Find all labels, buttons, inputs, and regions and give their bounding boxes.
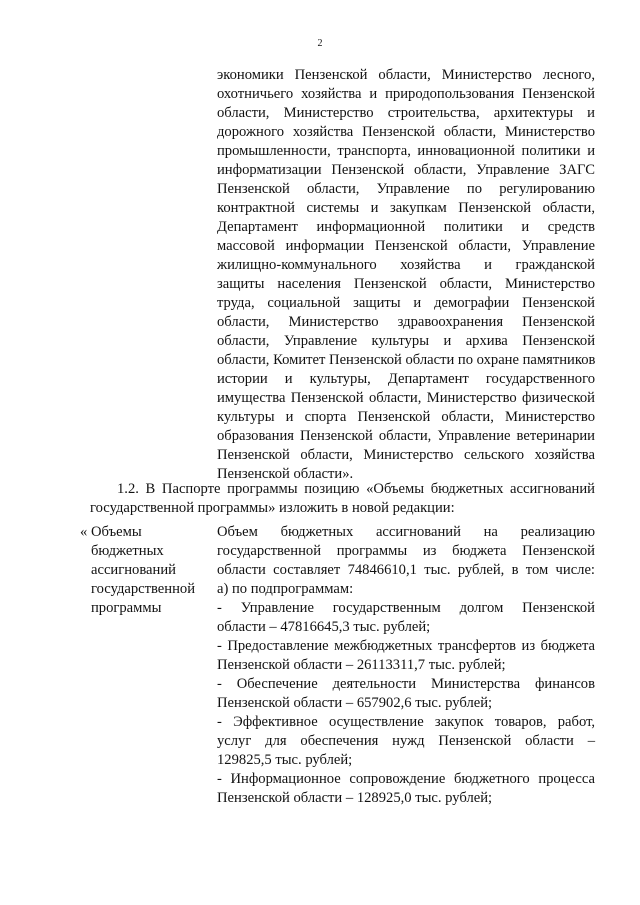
text-line: имущества Пензенской области, Министерство физической [217,390,595,406]
subprogram-line: Пензенской области – 26113311,7 тыс. рублей; [217,657,506,673]
text-line: промышленности, транспорта, инновационной политики и [217,143,595,159]
subprogram-line: услуг для обеспечения нужд Пензенской области – [217,733,595,749]
text-line: экономики Пензенской области, Министерство лесного, [217,67,595,83]
subprogram-line: 129825,5 тыс. рублей; [217,752,353,768]
text-line: истории и культуры, Департамент государственного [217,371,595,387]
subprogram-line: Пензенской области – 128925,0 тыс. рублей; [217,790,493,806]
position-title-cell [91,523,209,618]
position-value-cell [217,523,595,808]
text-line: контрактной системы и закупкам Пензенской области, [217,200,595,216]
subprogram-line: области – 47816645,3 тыс. рублей; [217,619,431,635]
subprogram-line: - Информационное сопровождение бюджетного процесса [217,771,595,787]
subprogram-item [217,770,595,808]
subprogram-item [217,675,595,713]
text-line: Пензенской области». [217,466,354,482]
text-line: труда, социальной защиты и демографии Пензенской [217,295,595,311]
page-number: 2 [317,38,323,49]
subprogram-line: - Предоставление межбюджетных трансфертов из бюджета [217,638,595,654]
subprogram-line: - Обеспечение деятельности Министерства финансов [217,676,595,692]
text-line: области, Комитет Пензенской области по охране памятников [217,352,596,368]
value-line: Объем бюджетных ассигнований на реализацию [217,524,595,540]
text-line: образования Пензенской области, Управление ветеринарии [217,428,595,444]
value-line: области составляет 74846610,1 тыс. рублей, в том числе: [217,562,595,578]
text-line: Пензенской области, Министерство сельского хозяйства [217,447,595,463]
amendment-paragraph [90,480,595,518]
text-line: массовой информации Пензенской области, Управление [217,238,595,254]
subprograms-heading: а) по подпрограммам: [217,581,354,597]
subprogram-item [217,713,595,770]
subprogram-line: - Эффективное осуществление закупок товаров, работ, [217,714,595,730]
paragraph-line: 1.2. В Паспорте программы позицию «Объемы бюджетных ассигнований [117,481,595,497]
text-line: Пензенской области, Управление по регулированию [217,181,595,197]
position-title-line: государственной [91,581,196,597]
subprogram-item [217,637,595,675]
continuation-text [217,66,595,484]
text-line: области, Министерство здравоохранения Пензенской [217,314,595,330]
subprogram-line: - Управление государственным долгом Пензенской [217,600,595,616]
position-title-line: ассигнований [91,562,176,578]
opening-quote: « [80,524,88,540]
value-line: государственной программы из бюджета Пензенской [217,543,595,559]
position-title-line: программы [91,600,162,616]
text-line: Департамент информационной политики и средств [217,219,595,235]
text-line: культуры и спорта Пензенской области, Министерство [217,409,595,425]
position-title-line: бюджетных [91,543,164,559]
text-line: жилищно-коммунального хозяйства и гражданской [217,257,595,273]
text-line: дорожного хозяйства Пензенской области, Министерство [217,124,595,140]
paragraph-line: государственной программы» изложить в новой редакции: [90,500,455,516]
text-line: охотничьего хозяйства и природопользования Пензенской [217,86,595,102]
text-line: области, Министерство строительства, архитектуры и [217,105,595,121]
subprogram-line: Пензенской области – 657902,6 тыс. рублей; [217,695,493,711]
text-line: области, Управление культуры и архива Пензенской [217,333,595,349]
subprogram-item [217,599,595,637]
text-line: информатизации Пензенской области, Управление ЗАГС [217,162,595,178]
text-line: защиты населения Пензенской области, Министерство [217,276,595,292]
position-title-line: Объемы [91,524,142,540]
